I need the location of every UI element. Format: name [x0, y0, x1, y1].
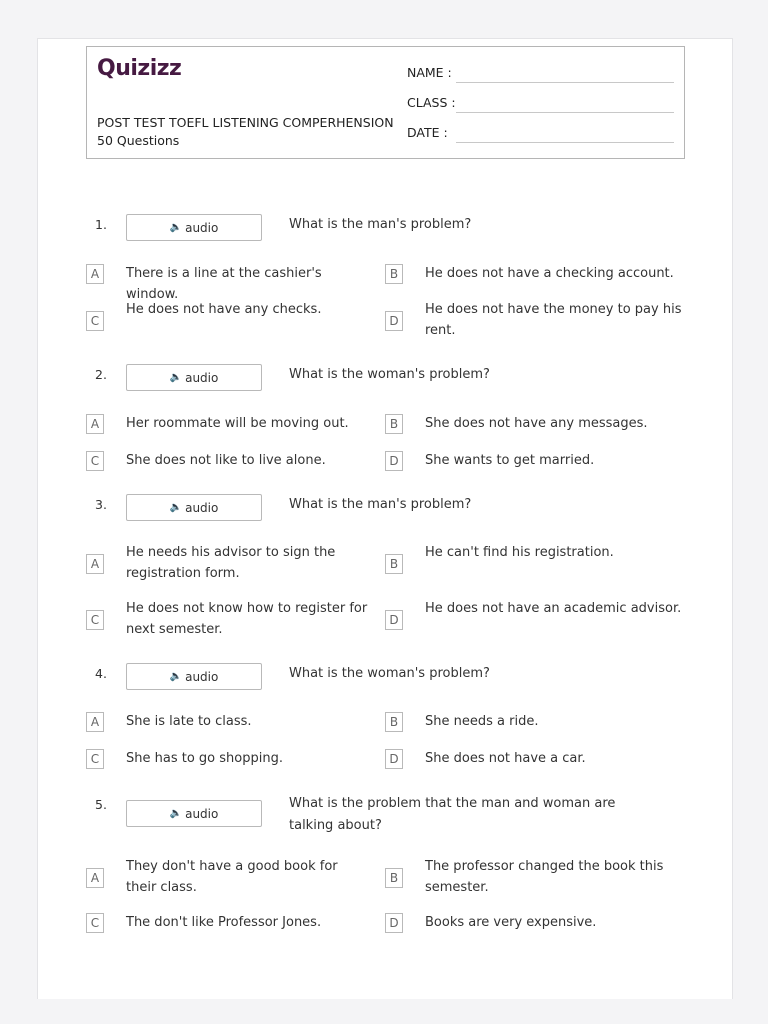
audio-button[interactable]: [126, 494, 262, 521]
class-field[interactable]: [456, 112, 674, 113]
question-text: What is the woman's problem?: [289, 367, 490, 382]
option-text-c: She has to go shopping.: [126, 751, 283, 766]
audio-label: audio: [185, 370, 219, 385]
option-text-b: He can't find his registration.: [425, 545, 614, 560]
option-text-d: She wants to get married.: [425, 453, 595, 468]
speaker-icon: 🔈: [169, 502, 183, 513]
question-text: What is the woman's problem?: [289, 666, 490, 681]
audio-label: audio: [185, 806, 219, 821]
date-field[interactable]: [456, 142, 674, 143]
test-title: POST TEST TOEFL LISTENING COMPERHENSION: [97, 115, 394, 130]
option-letter-c[interactable]: C: [86, 451, 104, 471]
option-letter-c[interactable]: C: [86, 610, 104, 630]
option-text-c: He does not know how to register for next semester.: [126, 601, 368, 637]
audio-label: audio: [185, 669, 219, 684]
option-letter-b[interactable]: B: [385, 712, 403, 732]
option-text-d: Books are very expensive.: [425, 915, 597, 930]
option-text-b: She does not have any messages.: [425, 416, 648, 431]
question-count: 50 Questions: [97, 133, 180, 148]
option-letter-d[interactable]: D: [385, 451, 403, 471]
option-text-c: The don't like Professor Jones.: [126, 915, 322, 930]
option-text-d: He does not have the money to pay his rent.: [425, 302, 682, 338]
question-text: What is the problem that the man and woman are talking about?: [289, 796, 616, 833]
option-text-a: They don't have a good book for their class.: [126, 859, 338, 895]
audio-button[interactable]: [126, 364, 262, 391]
option-text-b: The professor changed the book this semester.: [425, 859, 664, 895]
option-letter-a[interactable]: A: [86, 554, 104, 574]
date-label: DATE :: [407, 125, 448, 140]
audio-button[interactable]: [126, 800, 262, 827]
question-text: What is the man's problem?: [289, 497, 472, 512]
option-letter-a[interactable]: A: [86, 414, 104, 434]
class-label: CLASS :: [407, 95, 456, 110]
option-text-b: He does not have a checking account.: [425, 266, 674, 281]
option-text-a: Her roommate will be moving out.: [126, 416, 349, 431]
question-number: 4.: [95, 666, 107, 681]
audio-label: audio: [185, 220, 219, 235]
audio-button[interactable]: [126, 663, 262, 690]
option-letter-a[interactable]: A: [86, 868, 104, 888]
name-field[interactable]: [456, 82, 674, 83]
question-number: 3.: [95, 497, 107, 512]
question-number: 5.: [95, 797, 107, 812]
option-letter-b[interactable]: B: [385, 264, 403, 284]
audio-button[interactable]: [126, 214, 262, 241]
option-letter-b[interactable]: B: [385, 554, 403, 574]
name-label: NAME :: [407, 65, 452, 80]
option-letter-c[interactable]: C: [86, 749, 104, 769]
option-letter-c[interactable]: C: [86, 311, 104, 331]
question-number: 2.: [95, 367, 107, 382]
option-text-b: She needs a ride.: [425, 714, 539, 729]
speaker-icon: 🔈: [169, 372, 183, 383]
worksheet-page: [37, 38, 733, 999]
option-text-d: She does not have a car.: [425, 751, 586, 766]
option-text-a: There is a line at the cashier's window.: [126, 266, 322, 302]
option-letter-d[interactable]: D: [385, 610, 403, 630]
audio-label: audio: [185, 500, 219, 515]
speaker-icon: 🔈: [169, 671, 183, 682]
question-text: What is the man's problem?: [289, 217, 472, 232]
option-text-a: She is late to class.: [126, 714, 252, 729]
question-number: 1.: [95, 217, 107, 232]
speaker-icon: 🔈: [169, 808, 183, 819]
option-letter-b[interactable]: B: [385, 868, 403, 888]
worksheet-header: [86, 46, 685, 159]
option-text-c: He does not have any checks.: [126, 302, 322, 317]
option-text-c: She does not like to live alone.: [126, 453, 326, 468]
option-letter-a[interactable]: A: [86, 264, 104, 284]
quizizz-logo: Quizizz: [97, 56, 182, 81]
option-letter-a[interactable]: A: [86, 712, 104, 732]
option-text-a: He needs his advisor to sign the registration form.: [126, 545, 336, 581]
option-letter-d[interactable]: D: [385, 749, 403, 769]
option-letter-d[interactable]: D: [385, 913, 403, 933]
option-letter-d[interactable]: D: [385, 311, 403, 331]
option-text-d: He does not have an academic advisor.: [425, 601, 682, 616]
speaker-icon: 🔈: [169, 222, 183, 233]
option-letter-c[interactable]: C: [86, 913, 104, 933]
option-letter-b[interactable]: B: [385, 414, 403, 434]
